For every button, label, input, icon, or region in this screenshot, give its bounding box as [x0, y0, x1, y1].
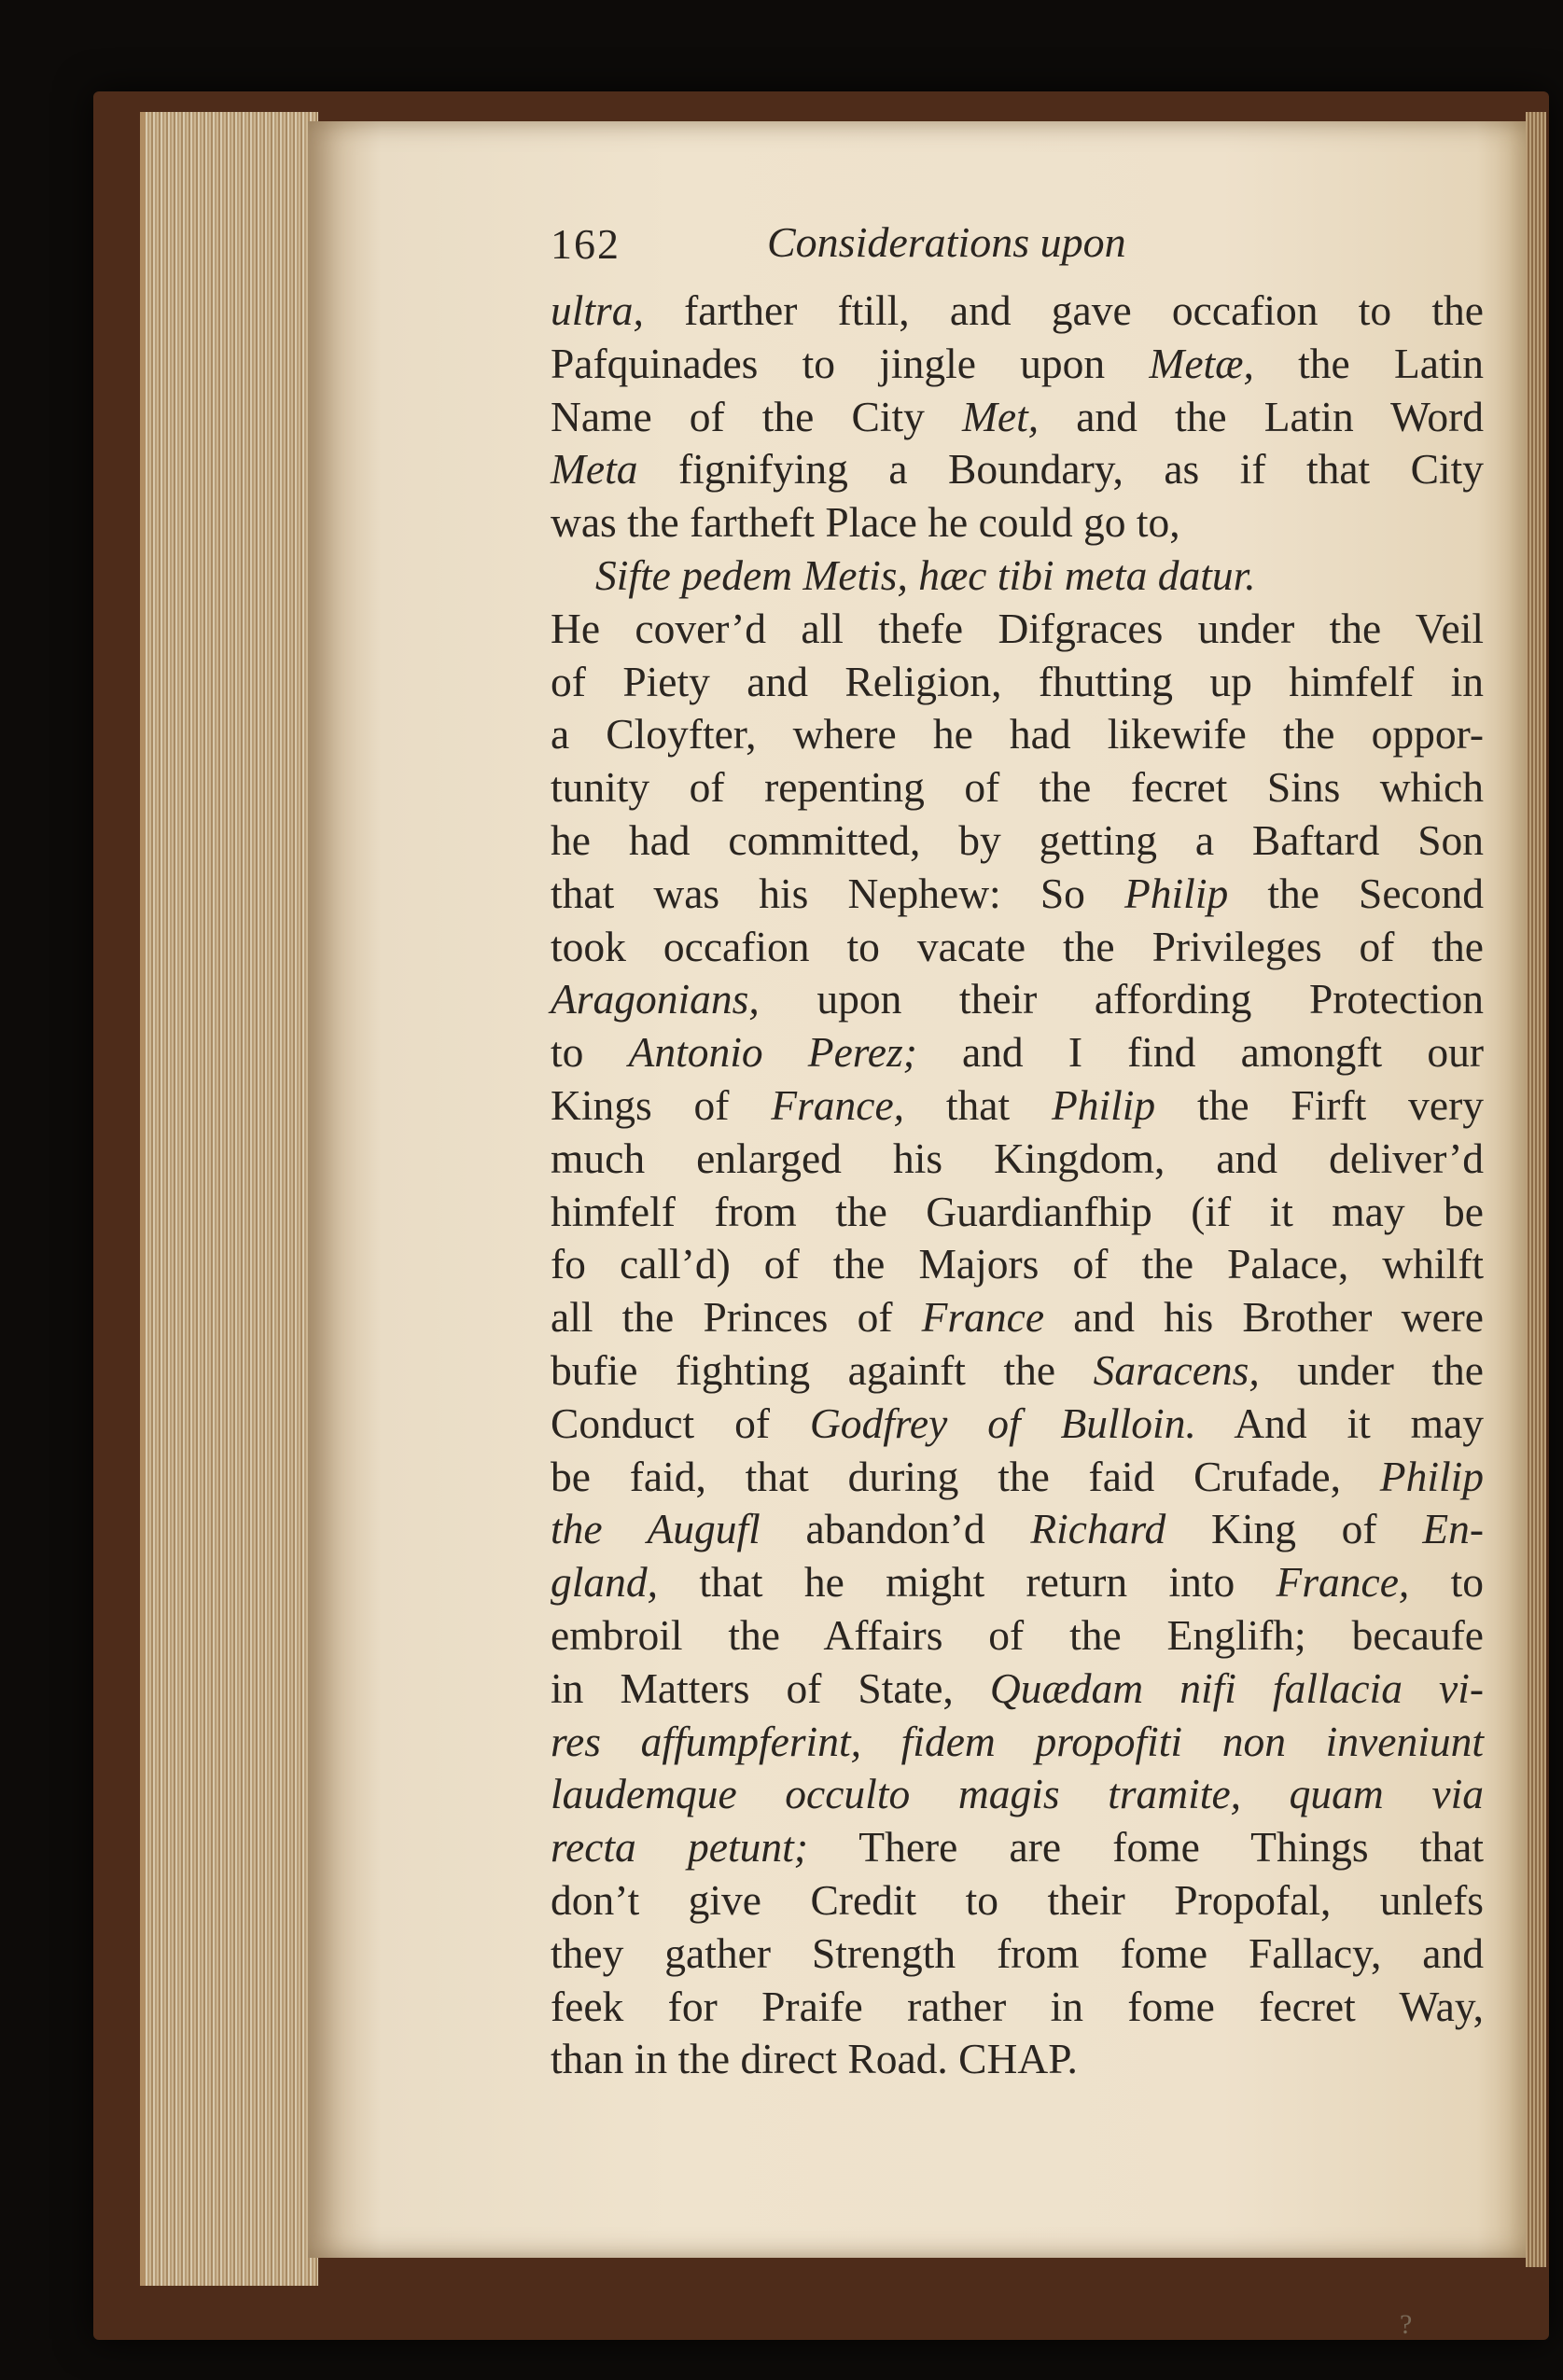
text-line [551, 338, 1484, 391]
text-run: don’t give Credit to their Propofal, unlefs [551, 1875, 1484, 1924]
text-run: And it may [1195, 1399, 1484, 1447]
italic-run: gland, [551, 1558, 659, 1607]
italic-run: France, [771, 1080, 905, 1129]
italic-run: France [921, 1293, 1045, 1342]
text-line [551, 1291, 1484, 1344]
text-run: feek for Praife rather in fome fecret Way, [551, 1982, 1484, 2030]
text-run: fignifying a Boundary, as if that City [637, 445, 1484, 494]
text-line [551, 1133, 1484, 1186]
italic-run: Godfrey of Bulloin. [809, 1399, 1196, 1447]
text-line [551, 1556, 1484, 1609]
italic-run: France, [1276, 1558, 1410, 1607]
text-run: Name of the City [551, 392, 962, 440]
text-run: He cover’d all thefe Difgraces under the Veil [551, 604, 1484, 652]
italic-run: Philip [1051, 1080, 1156, 1129]
text-run: embroil the Affairs of the Englifh; becaufe [551, 1610, 1484, 1659]
text-line [551, 1079, 1484, 1133]
running-title: Considerations upon [767, 218, 1126, 266]
text-run: to [1409, 1558, 1484, 1607]
italic-run: Philip [1124, 869, 1229, 917]
text-line [551, 761, 1484, 814]
italic-run: Sifte pedem Metis, hæc tibi meta datur. [595, 550, 1256, 599]
text-line [551, 1451, 1484, 1504]
italic-run: recta petunt; [551, 1823, 808, 1872]
text-line [551, 708, 1484, 761]
italic-run: Metæ, [1149, 339, 1254, 387]
text-run: than in the direct Road. CHAP. [551, 2035, 1078, 2083]
text-line [551, 1716, 1484, 1769]
text-run: they gather Strength from fome Fallacy, and [551, 1928, 1484, 1977]
italic-run: Meta [551, 445, 638, 494]
text-run: There are fome Things that [807, 1823, 1484, 1872]
text-line [551, 1398, 1484, 1451]
text-run: be faid, that during the faid Crufade, [551, 1452, 1380, 1500]
text-run: bufie fighting againft the [551, 1345, 1094, 1394]
italic-run: Met, [961, 392, 1040, 440]
text-run: the Second [1228, 869, 1484, 917]
text-line [551, 1186, 1484, 1239]
page-header [551, 210, 1484, 285]
text-line [551, 443, 1484, 496]
text-line [551, 391, 1484, 444]
text-run: the Firft very [1155, 1080, 1485, 1129]
text-line [551, 814, 1484, 868]
text-line [551, 1503, 1484, 1556]
text-line [551, 868, 1484, 921]
page-edges-left [140, 112, 318, 2286]
page-number: 162 [551, 220, 621, 268]
text-line [551, 1609, 1484, 1663]
text-run: that he might return into [658, 1558, 1277, 1607]
text-run: Conduct of [551, 1399, 810, 1447]
text-line [551, 1981, 1484, 2034]
italic-run: Richard [1030, 1505, 1166, 1553]
italic-run: En- [1422, 1505, 1485, 1553]
text-run: and his Brother were [1044, 1293, 1484, 1342]
book-page [308, 121, 1526, 2340]
text-run: upon their affording Protection [759, 975, 1484, 1023]
page-text [551, 210, 1484, 2086]
stray-mark: ? [1400, 2309, 1413, 2340]
text-line [551, 496, 1484, 550]
text-run: himfelf from the Guardianfhip (if it may be [551, 1187, 1484, 1235]
italic-run: Aragonians, [551, 975, 760, 1023]
text-run: of Piety and Religion, fhutting up himfelf in [551, 657, 1484, 705]
text-run: abandon’d [760, 1505, 1031, 1553]
italic-run: laudemque occulto magis tramite, quam via [551, 1770, 1484, 1818]
text-line [551, 656, 1484, 709]
text-run: all the Princes of [551, 1293, 922, 1342]
text-run: that was his Nephew: So [551, 869, 1124, 917]
italic-run: Antonio Perez; [628, 1028, 917, 1077]
text-run: in Matters of State, [551, 1663, 990, 1712]
italic-run: res affumpferint, fidem propofiti non inveniunt [551, 1717, 1484, 1765]
text-run: fo call’d) of the Majors of the Palace, whilft [551, 1240, 1484, 1288]
text-run: he had committed, by getting a Baftard Son [551, 815, 1484, 864]
text-run: tunity of repenting of the fecret Sins which [551, 763, 1484, 812]
text-line [551, 1238, 1484, 1291]
italic-run: Quædam nifi fallacia vi- [989, 1663, 1484, 1712]
text-line [551, 603, 1484, 656]
body-text [551, 285, 1484, 2086]
text-run: to [551, 1028, 629, 1077]
text-run: that [904, 1080, 1052, 1129]
text-run: much enlarged his Kingdom, and deliver’d [551, 1134, 1484, 1182]
page-edges-right [1526, 112, 1546, 2267]
italic-run: Philip [1379, 1452, 1484, 1500]
italic-run: ultra, [551, 286, 644, 334]
text-line [551, 1344, 1484, 1398]
text-line [551, 1874, 1484, 1928]
italic-run: Saracens, [1093, 1345, 1260, 1394]
text-line [551, 550, 1484, 603]
text-line [551, 921, 1484, 974]
text-run: farther ftill, and gave occafion to the [643, 286, 1484, 334]
text-run: Kings of [551, 1080, 772, 1129]
text-run: was the fartheft Place he could go to, [551, 498, 1180, 547]
text-line [551, 973, 1484, 1026]
text-run: a Cloyfter, where he had likewife the oppor- [551, 710, 1484, 759]
text-line [551, 1821, 1484, 1874]
text-line [551, 1928, 1484, 1981]
text-line [551, 1768, 1484, 1821]
text-run: under the [1259, 1345, 1484, 1394]
text-run: King of [1165, 1505, 1423, 1553]
text-line [551, 2033, 1484, 2086]
text-run: Pafquinades to jingle upon [551, 339, 1150, 387]
text-run: took occafion to vacate the Privileges of the [551, 922, 1484, 970]
text-run: and I find amongft our [916, 1028, 1485, 1077]
text-line [551, 1663, 1484, 1716]
text-line [551, 285, 1484, 338]
text-run: the Latin [1253, 339, 1485, 387]
text-run: and the Latin Word [1039, 392, 1485, 440]
italic-run: the Augufl [551, 1505, 761, 1553]
text-line [551, 1026, 1484, 1079]
